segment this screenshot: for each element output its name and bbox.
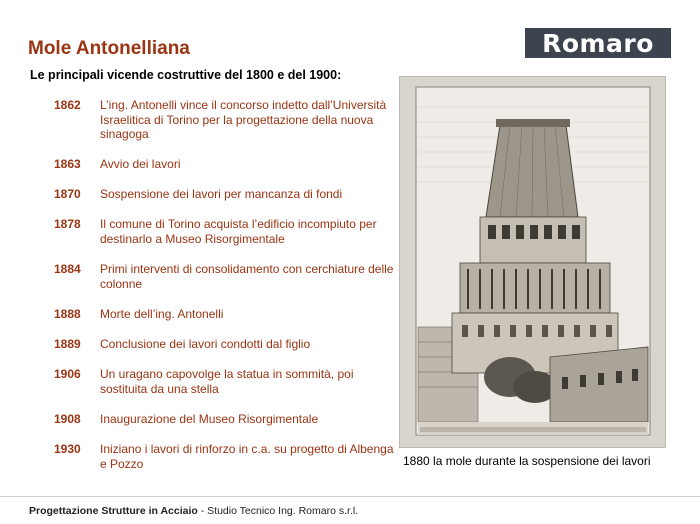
- footer-course-title: Progettazione Strutture in Acciaio: [29, 505, 198, 517]
- timeline-year: 1930: [54, 442, 81, 456]
- romaro-logo: Romaro: [525, 28, 671, 58]
- timeline-list: [54, 98, 399, 472]
- timeline-year: 1908: [54, 412, 81, 426]
- timeline-item: [54, 157, 399, 187]
- timeline-item: [54, 187, 399, 217]
- timeline-text: Conclusione dei lavori condotti dal figlio: [100, 337, 311, 351]
- footer-divider: [0, 496, 700, 497]
- timeline-item: [54, 98, 399, 157]
- timeline-text: Sospensione dei lavori per mancanza di fondi: [100, 187, 343, 201]
- timeline-year: 1888: [54, 307, 81, 321]
- timeline-year: 1878: [54, 217, 81, 231]
- timeline-item: [54, 442, 399, 472]
- timeline-year: 1889: [54, 337, 81, 351]
- timeline-text: Morte dell’ing. Antonelli: [100, 307, 224, 321]
- timeline-text: Un uragano capovolge la statua in sommità, poi sostituita da una stella: [100, 367, 354, 396]
- page-title: Mole Antonelliana: [28, 38, 190, 59]
- timeline-item: [54, 337, 399, 367]
- timeline-text: Avvio dei lavori: [100, 157, 181, 171]
- timeline-year: 1870: [54, 187, 81, 201]
- timeline-text: L’ing. Antonelli vince il concorso indetto dall’Università Israelitica di Torino per la progettazione della nuova sinagoga: [100, 98, 387, 141]
- timeline-year: 1862: [54, 98, 81, 112]
- timeline-year: 1884: [54, 262, 81, 276]
- timeline-item: [54, 217, 399, 262]
- footer-studio: - Studio Tecnico Ing. Romaro s.r.l.: [197, 505, 359, 517]
- timeline-text: Primi interventi di consolidamento con cerchiature delle colonne: [100, 262, 394, 291]
- timeline-item: [54, 307, 399, 337]
- timeline-year: 1863: [54, 157, 81, 171]
- historic-engraving-image: [399, 76, 666, 448]
- footer: [29, 505, 358, 517]
- mole-engraving-illustration: [400, 77, 665, 447]
- timeline-item: [54, 367, 399, 412]
- section-subtitle: Le principali vicende costruttive del 1800 e del 1900:: [30, 68, 342, 82]
- timeline-item: [54, 412, 399, 442]
- timeline-text: Inaugurazione del Museo Risorgimentale: [100, 412, 319, 426]
- photo-caption: 1880 la mole durante la sospensione dei lavori: [403, 454, 651, 468]
- timeline-text: Iniziano i lavori di rinforzo in c.a. su progetto di Albenga e Pozzo: [100, 442, 394, 471]
- timeline-year: 1906: [54, 367, 81, 381]
- timeline-text: Il comune di Torino acquista l’edificio incompiuto per destinarlo a Museo Risorgimentale: [100, 217, 377, 246]
- timeline-item: [54, 262, 399, 307]
